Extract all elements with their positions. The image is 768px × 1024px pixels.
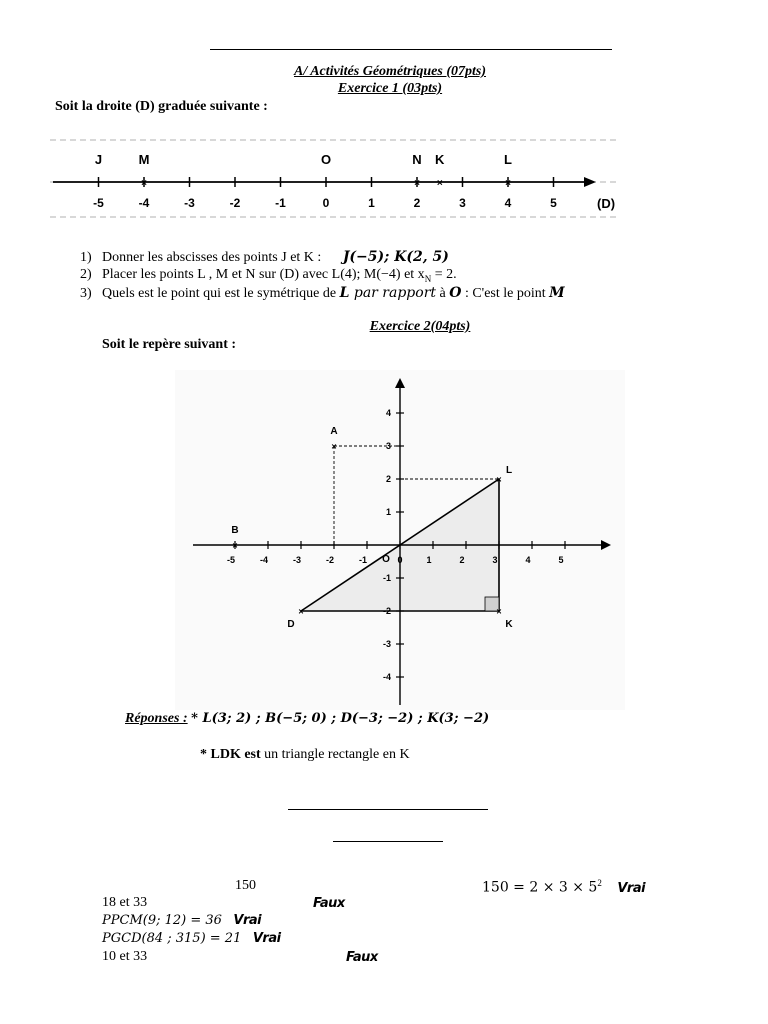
origin-label: O bbox=[382, 554, 390, 565]
row2-verdict: Faux bbox=[313, 896, 345, 911]
top-rule bbox=[210, 49, 612, 50]
question-text: Quels est le point qui est le symétrique de bbox=[102, 286, 340, 301]
point-label-b: B bbox=[231, 525, 239, 536]
point-marker-a: × bbox=[331, 441, 337, 452]
responses-label: Réponses : bbox=[125, 711, 188, 726]
row3 bbox=[102, 913, 261, 929]
row2 bbox=[102, 895, 702, 911]
y-tick-label: 1 bbox=[385, 507, 391, 517]
row5-verdict: Faux bbox=[346, 950, 378, 965]
graduated-line-figure bbox=[50, 125, 625, 220]
row1-left: 150 bbox=[235, 878, 256, 893]
row2-text: 18 et 33 bbox=[102, 895, 148, 910]
point-marker-n: × bbox=[414, 178, 420, 189]
x-tick-label: -1 bbox=[358, 555, 368, 565]
question-number: 1) bbox=[80, 250, 92, 265]
question-par-rapport: par rapport bbox=[349, 285, 437, 301]
exercise2-title: Exercice 2(04pts) bbox=[369, 319, 471, 334]
point-marker-b: × bbox=[232, 540, 238, 551]
tick-label: 2 bbox=[413, 196, 421, 210]
point-label-k: K bbox=[505, 619, 513, 630]
row4 bbox=[102, 931, 281, 947]
tick-label: -4 bbox=[138, 196, 150, 210]
question-subscript: N bbox=[424, 273, 432, 284]
point-marker-k: × bbox=[436, 178, 443, 189]
section-title: A/ Activités Géométriques (07pts) bbox=[294, 64, 486, 79]
y-tick-label: 2 bbox=[385, 474, 391, 484]
point-label-j: J bbox=[94, 152, 103, 167]
point-marker-k: × bbox=[496, 606, 502, 617]
row4-verdict: Vrai bbox=[252, 931, 281, 946]
row1-exponent: 2 bbox=[597, 878, 602, 888]
point-label-o: O bbox=[320, 152, 332, 167]
exercise1-intro: Soit la droite (D) graduée suivante : bbox=[55, 99, 268, 114]
question-number: 2) bbox=[80, 267, 92, 282]
x-tick-label: -5 bbox=[226, 555, 236, 565]
point-label-n: N bbox=[412, 152, 422, 167]
row4-text: PGCD(84 ; 315) = 21 bbox=[102, 931, 242, 946]
point-marker-d: × bbox=[298, 606, 304, 617]
coordinate-plane-figure bbox=[175, 370, 625, 710]
row1-right bbox=[482, 878, 645, 897]
point-label-a: A bbox=[330, 426, 338, 437]
point-label-l: L bbox=[505, 465, 513, 476]
tick-label: 3 bbox=[459, 196, 466, 210]
question-end: : C'est le point bbox=[461, 286, 550, 301]
y-tick-label: -4 bbox=[382, 672, 391, 682]
question-tail: = 2. bbox=[431, 267, 457, 282]
tick-label: -3 bbox=[184, 196, 195, 210]
y-tick-label: 3 bbox=[385, 441, 391, 451]
x-tick-label: 5 bbox=[558, 555, 564, 565]
point-label-l: L bbox=[504, 152, 512, 167]
exercise1-title: Exercice 1 (03pts) bbox=[337, 81, 443, 96]
x-tick-label: 3 bbox=[492, 555, 498, 565]
tick-label: -1 bbox=[275, 196, 286, 210]
row3-verdict: Vrai bbox=[233, 913, 262, 928]
question-3 bbox=[80, 284, 720, 302]
row3-text: PPCM(9; 12) = 36 bbox=[102, 913, 222, 928]
tick-label: 1 bbox=[368, 196, 375, 210]
responses-line bbox=[125, 711, 489, 727]
question-a: à bbox=[436, 286, 450, 301]
divider-rule-1 bbox=[288, 809, 488, 810]
x-tick-label: -4 bbox=[259, 555, 269, 565]
tick-label: 0 bbox=[322, 196, 330, 210]
x-tick-label: 1 bbox=[426, 555, 432, 565]
triangle-text: un triangle rectangle en K bbox=[260, 747, 410, 762]
x-tick-label: -2 bbox=[325, 555, 335, 565]
line-d-name: (D) bbox=[597, 196, 616, 211]
y-tick-label: -1 bbox=[382, 573, 391, 583]
point-marker-l: × bbox=[505, 178, 511, 189]
question-text: Donner les abscisses des points J et K : bbox=[102, 250, 322, 265]
x-tick-label: 4 bbox=[525, 555, 531, 565]
line-d-arrow bbox=[584, 177, 596, 187]
triangle-statement bbox=[200, 747, 410, 763]
point-o: O bbox=[449, 285, 462, 301]
exercise2-intro: Soit le repère suivant : bbox=[102, 337, 237, 352]
row1-verdict: Vrai bbox=[617, 880, 646, 896]
exercise1-questions bbox=[80, 248, 720, 302]
y-tick-label: -2 bbox=[382, 606, 391, 616]
question-answer: J(−5); K(2, 5) bbox=[342, 249, 449, 265]
tick-label: -5 bbox=[93, 196, 104, 210]
x-tick-label: 2 bbox=[459, 555, 465, 565]
point-label-m: M bbox=[138, 152, 150, 167]
divider-rule-2 bbox=[333, 841, 443, 842]
x-tick-label: 0 bbox=[397, 555, 403, 565]
responses-values: * L(3; 2) ; B(−5; 0) ; D(−3; −2) ; K(3; −2) bbox=[191, 711, 490, 726]
tick-label: 5 bbox=[550, 196, 557, 210]
row5 bbox=[102, 949, 702, 965]
question-text: Placer les points L , M et N sur (D) avec L(4); M(−4) et x bbox=[102, 267, 425, 282]
row1-equation: 150 = 2 × 3 × 5 bbox=[482, 879, 598, 896]
point-marker-l: × bbox=[496, 474, 502, 485]
question-2 bbox=[80, 266, 720, 284]
point-label-d: D bbox=[287, 619, 295, 630]
tick-label: 4 bbox=[504, 196, 512, 210]
y-tick-label: -3 bbox=[382, 639, 391, 649]
point-m: M bbox=[549, 285, 565, 301]
point-marker-m: × bbox=[141, 178, 147, 189]
question-number: 3) bbox=[80, 286, 92, 301]
point-label-k: K bbox=[435, 152, 445, 167]
question-1 bbox=[80, 248, 720, 266]
tick-label: -2 bbox=[229, 196, 241, 210]
triangle-bold: * LDK est bbox=[200, 747, 261, 762]
row5-text: 10 et 33 bbox=[102, 949, 148, 964]
point-l: L bbox=[339, 285, 350, 301]
y-tick-label: 4 bbox=[385, 408, 391, 418]
x-tick-label: -3 bbox=[292, 555, 302, 565]
